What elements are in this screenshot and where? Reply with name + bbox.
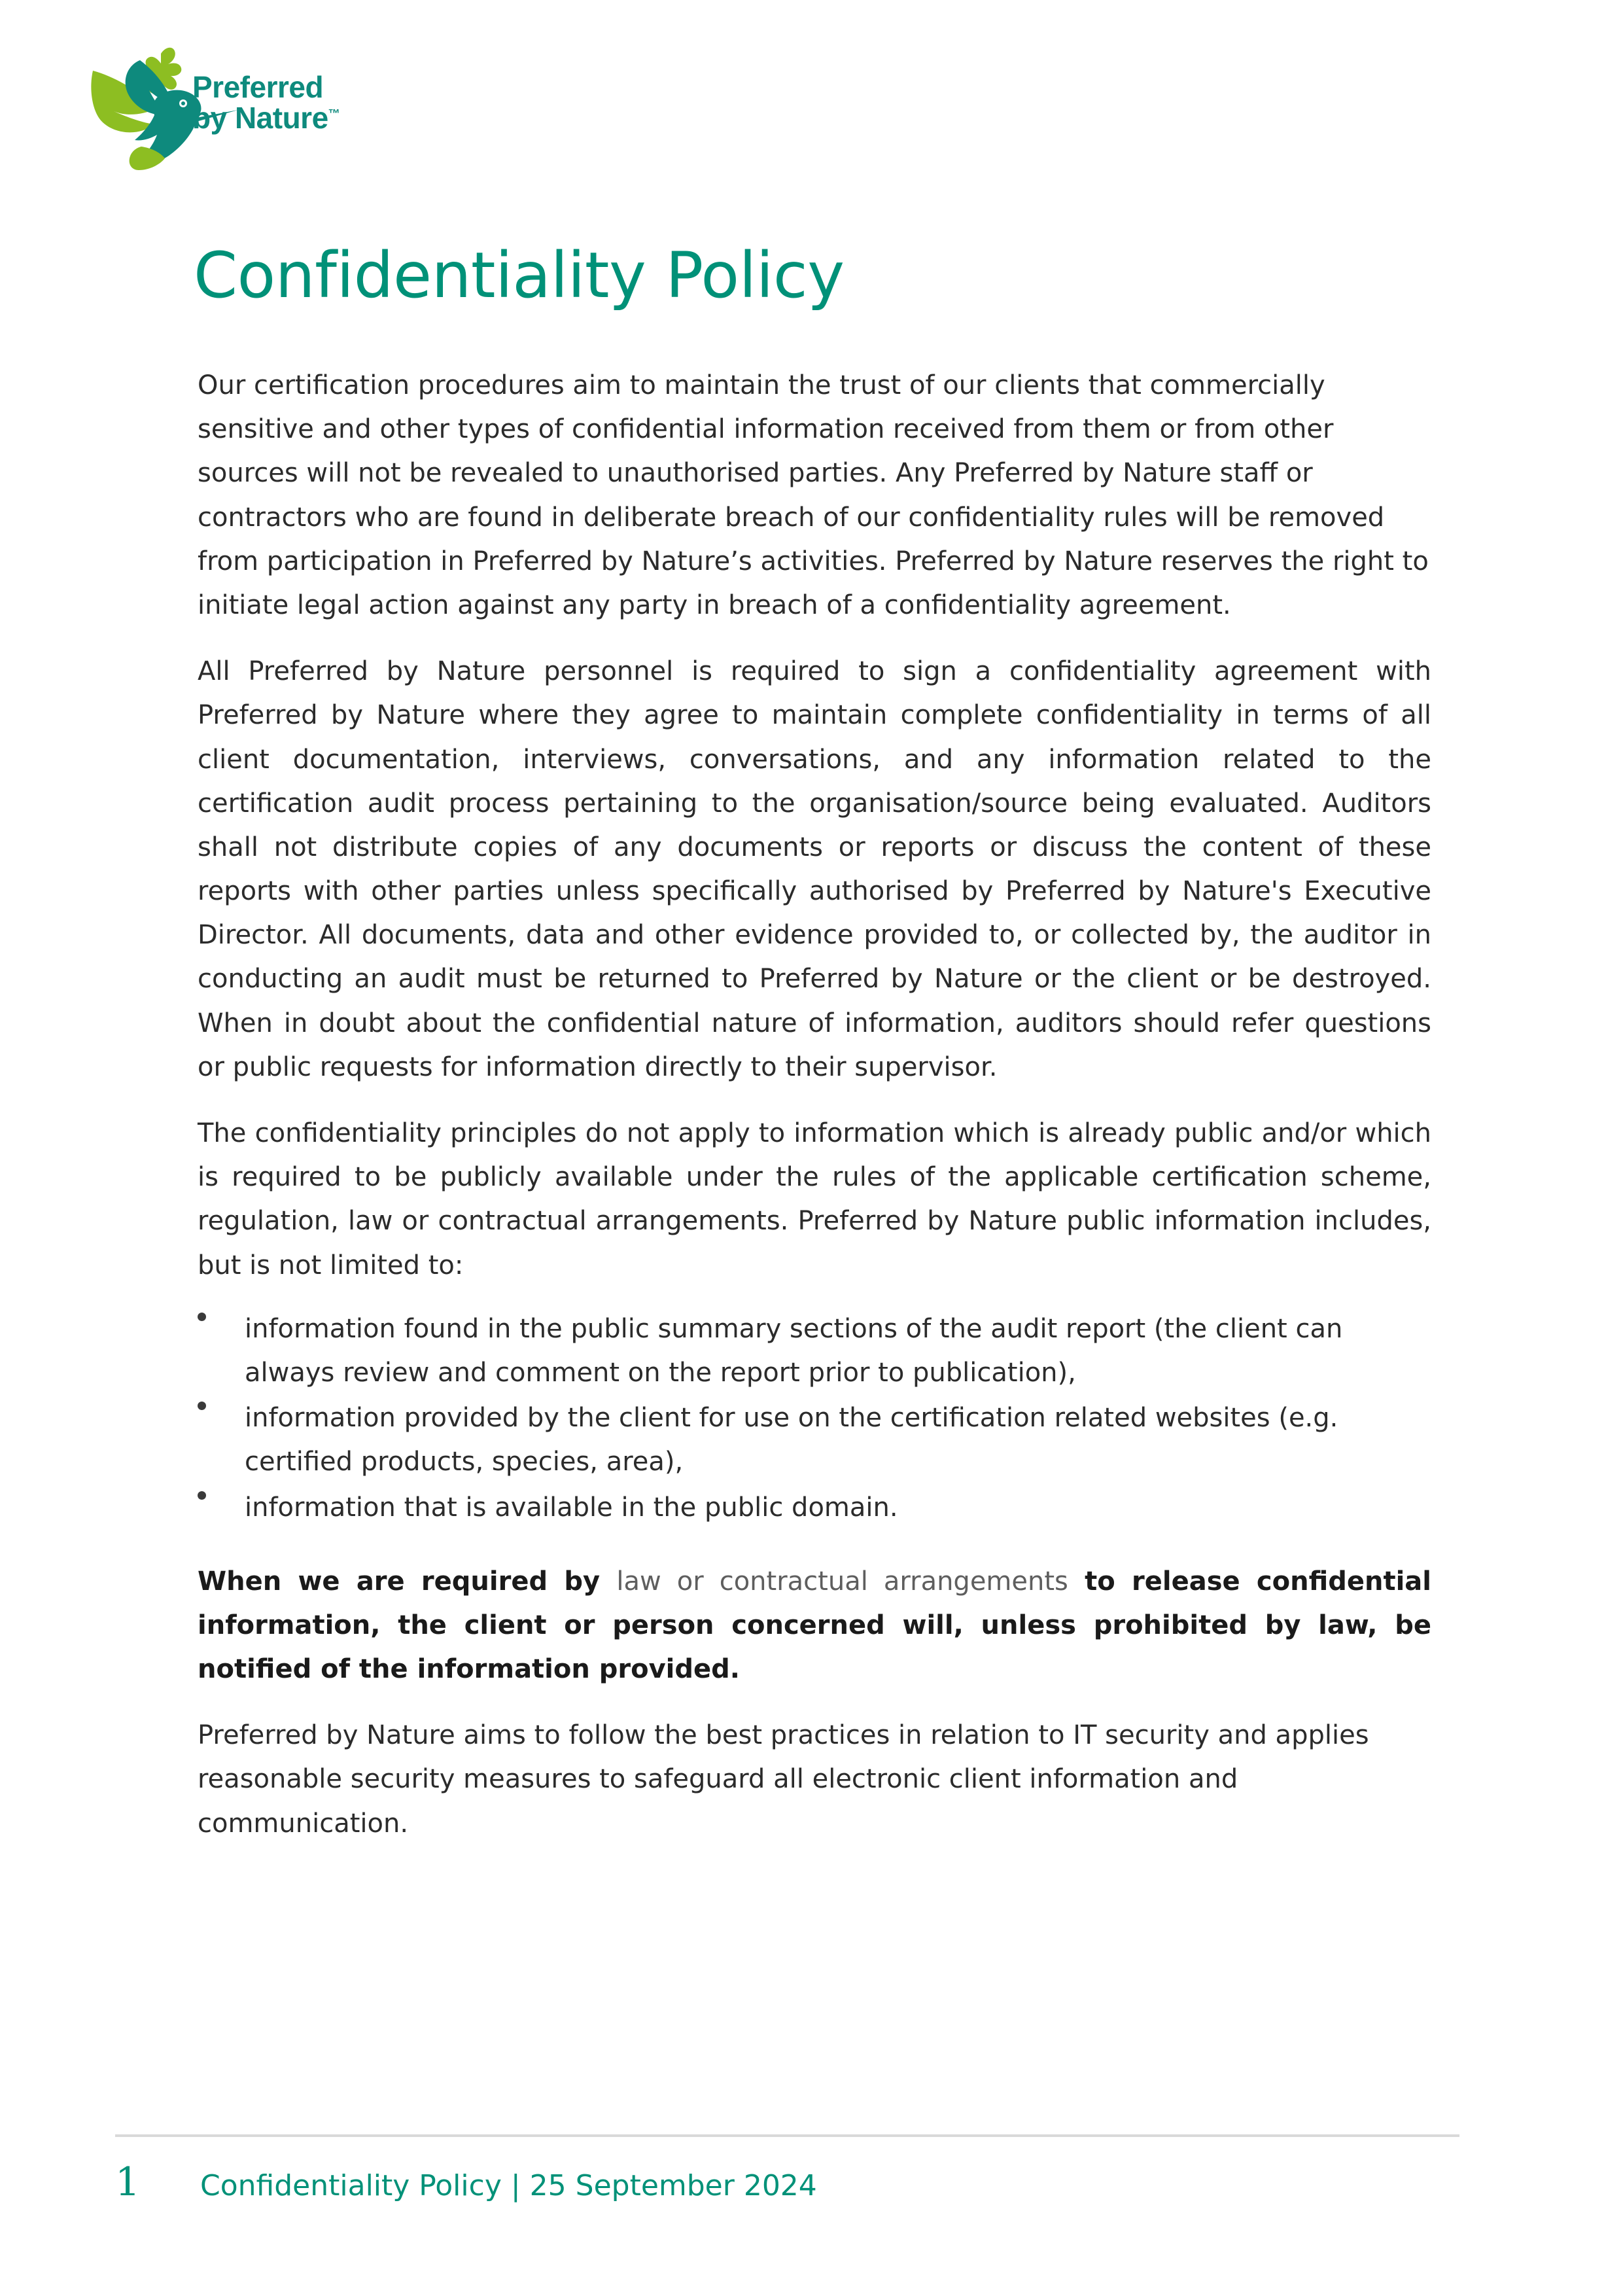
list-item-text: information that is available in the public domain. (245, 1492, 898, 1523)
paragraph-legal-disclosure (198, 1560, 1431, 1692)
list-item (198, 1486, 1431, 1530)
logo-wordmark-line1: Preferred (192, 70, 324, 104)
paragraph-exceptions-intro: The confidentiality principles do not apply to information which is already public and/or which is required to be publicly available under the rules of the applicable certification scheme, regulation, law or contractual arrangements. Preferred by Nature public information includes, but is not limited to: (198, 1118, 1431, 1280)
paragraph-personnel-agreement: All Preferred by Nature personnel is required to sign a confidentiality agreement with Preferred by Nature where they agree to maintain complete confidentiality in terms of all client documentation, interviews, conversations, and any information related to the certification audit process pertaining to the organisation/source being evaluated. Auditors shall not distribute copies of any documents or reports or discuss the content of these reports with other parties unless specifically authorised by Preferred by Nature's Executive Director. All documents, data and other evidence provided to, or collected by, the auditor in conducting an audit must be returned to Preferred by Nature or the client or be destroyed. When in doubt about the confidential nature of information, auditors should refer questions or public requests for information directly to their supervisor. (198, 656, 1431, 1082)
emph-bold-start: When we are required by (198, 1566, 617, 1597)
page-title: Confidentiality Policy (194, 239, 845, 312)
footer-document-label: Confidentiality Policy | 25 September 2024 (200, 2169, 817, 2202)
logo-wordmark-line2-text: by Nature (192, 100, 328, 135)
preferred-by-nature-logo (77, 31, 372, 188)
hummingbird-pupil (181, 101, 185, 105)
bullet-dot-icon (198, 1491, 206, 1500)
public-information-list (198, 1307, 1431, 1530)
footer-page-number: 1 (115, 2159, 141, 2205)
list-item (198, 1396, 1431, 1484)
paragraph-intro: Our certification procedures aim to maintain the trust of our clients that commercially sensitive and other types of confidential information received from them or from other sources will not be revealed to unauthorised parties. Any Preferred by Nature staff or contractors who are found in deliberate breach of our confidentiality rules will be removed from participation in Preferred by Nature’s activities. Preferred by Nature reserves the right to initiate legal action against any party in breach of a confidentiality agreement. (198, 370, 1429, 620)
trademark-symbol: ™ (328, 107, 340, 120)
footer-divider (115, 2134, 1459, 2137)
list-item-text: information found in the public summary sections of the audit report (the client can always review and comment on the report prior to publication), (245, 1313, 1343, 1388)
page-footer (115, 2159, 1489, 2218)
bullet-dot-icon (198, 1313, 206, 1321)
document-body (198, 364, 1431, 1868)
bullet-dot-icon (198, 1402, 206, 1410)
logo-wordmark-line2 (192, 100, 340, 135)
list-item (198, 1307, 1431, 1395)
emph-light-span: law or contractual arrangements (616, 1566, 1068, 1597)
logo-wordmark (192, 72, 340, 133)
emph-bold-end: to release confidential information, the client or person concerned will, unless prohibited by law, be notified of the information provided. (198, 1566, 1432, 1685)
list-item-text: information provided by the client for use on the certification related websites (e.g. certified products, species, area), (245, 1403, 1338, 1477)
paragraph-it-security: Preferred by Nature aims to follow the best practices in relation to IT security and applies reasonable security measures to safeguard all electronic client information and communication. (198, 1720, 1369, 1839)
